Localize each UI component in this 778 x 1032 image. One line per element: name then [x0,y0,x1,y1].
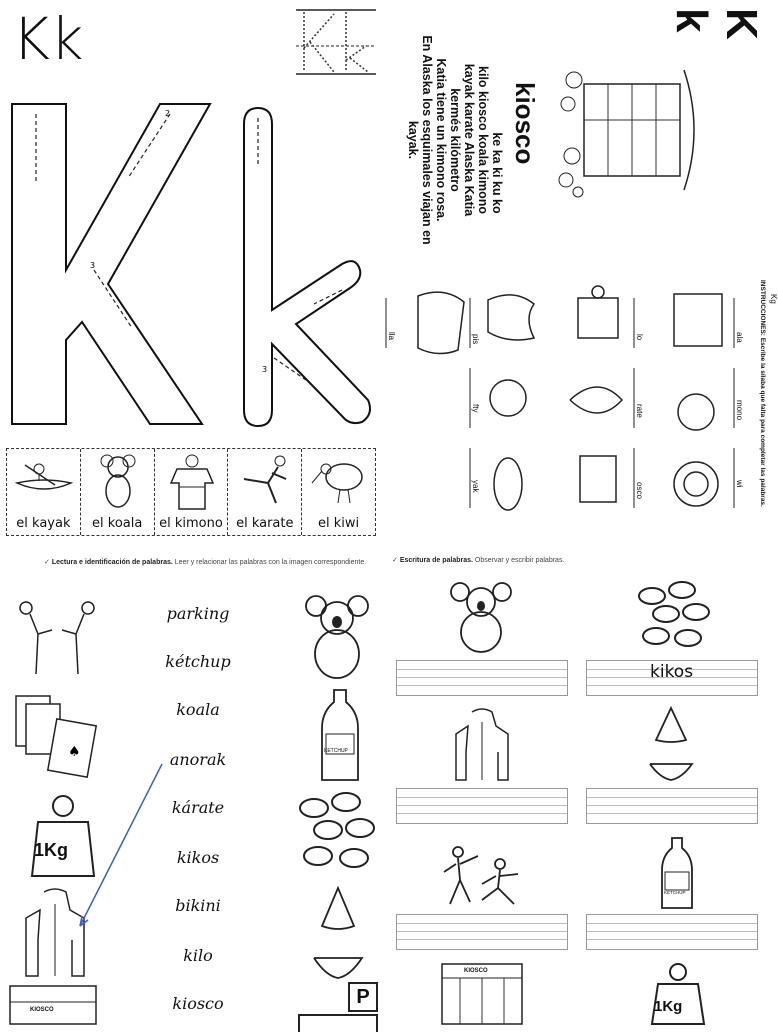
bikini-icon [310,886,366,986]
svg-text:3: 3 [90,261,96,270]
svg-text:♠: ♠ [68,744,81,760]
tracing-guide-box [296,8,376,78]
fill-in-pictures [384,288,768,528]
koala-icon [89,453,147,509]
fill-word: ala [735,332,744,343]
cell-karate [228,449,302,535]
reading-line-3: kermés kilómetro [448,88,462,192]
word-kikos[interactable]: kikos [176,848,220,867]
reading-line-1: kilo kiosco koala kimono [476,66,490,214]
ketchup-bottle-icon [318,688,362,784]
word-label: el kiwi [318,516,360,531]
writing-lines-anorak[interactable] [396,788,568,824]
karate-fighters-icon [438,844,528,908]
ketchup-bottle-icon [658,836,696,912]
kikos-corn-icon [294,790,380,874]
instructions: INSTRUCCIONES: Escribe la sílaba que falta para completar las palabras. [759,280,766,507]
weight-label: 1Kg [34,840,69,860]
picture-word-strip [6,448,376,536]
ketchup-label: KETCHUP [324,748,348,754]
fill-word: rate [635,404,644,418]
kayak-icon [15,453,73,499]
cell-kimono [155,449,229,535]
word-label: el karate [236,516,294,531]
cell-kayak [7,449,81,535]
reading-line-6: kayak. [406,120,420,160]
fill-word: fty [471,404,480,413]
kikos-corn-icon [634,580,714,652]
word-label: el kayak [16,516,71,531]
matching-instructions: ✓ Lectura e identificación de palabras. Leer y relacionar las palabras con la imagen correspondiente. [44,559,367,566]
writing-lines-ketchup[interactable] [586,914,758,950]
kg-weight-label: Kg [769,294,778,304]
fill-word: yak [471,480,480,493]
parking-sign: P [348,982,378,1012]
reading-line-2: kayak karate Alaska Katia [462,63,476,217]
fill-word: mono [735,400,744,421]
outlined-capital-k [10,100,210,430]
weight-label: 1Kg [654,998,683,1015]
reading-line-5: En Alaska los esquimales viajan en [420,35,434,245]
fill-word: wi [735,480,744,488]
fill-word: lla [387,332,396,341]
word-koala[interactable]: koala [176,700,220,719]
koala-icon [302,592,372,682]
reading-worksheet-rotated [384,0,778,540]
writing-instructions: ✓ Escritura de palabras. Observar y escribir palabras. [392,557,565,564]
ketchup-label: KETCHUP [664,890,686,895]
anorak-jacket-icon [452,708,512,784]
word-bikini[interactable]: bikini [175,896,221,915]
writing-lines-karate[interactable] [396,914,568,950]
word-label: el kimono [159,516,223,531]
word-parking[interactable]: parking [166,604,230,623]
outlined-lowercase-k [238,104,378,430]
cell-koala [81,449,155,535]
word-anorak[interactable]: anorak [169,750,227,769]
word-title: kiosco [510,82,540,165]
letter-title: Kk [12,5,84,73]
fill-word: pis [471,334,480,345]
fill-word: lo [635,334,644,341]
kiosco-sign: KIOSCO [464,968,488,974]
letters-heading: K k [667,8,766,42]
syllables-line: ke ka ki ku ko [490,132,504,214]
fill-word: osco [635,482,644,499]
written-word: kikos [650,662,694,682]
word-ketchup[interactable]: kétchup [165,652,231,671]
matching-worksheet [0,548,384,1024]
tracing-worksheet [0,0,384,540]
writing-lines-bikini[interactable] [586,788,758,824]
svg-text:3: 3 [262,365,268,374]
kiosco-sign: KIOSCO [30,1007,54,1013]
writing-worksheet [388,548,768,1024]
writing-lines-koala[interactable] [396,660,568,696]
kimono-icon [163,453,221,511]
kiwi-bird-icon [310,453,368,509]
koala-icon [448,580,514,656]
kiosk-illustration-icon [554,60,704,200]
cell-kiwi [302,449,375,535]
svg-text:2: 2 [165,109,171,118]
parking-base [298,1014,378,1032]
karate-icon [236,453,294,509]
word-label: el koala [92,516,143,531]
reading-line-4: Katia tiene un kimono rosa. [434,58,448,222]
word-karate[interactable]: kárate [171,798,225,817]
word-kiosco[interactable]: kiosco [172,994,224,1013]
bikini-icon [646,706,696,782]
word-kilo[interactable]: kilo [183,946,213,965]
